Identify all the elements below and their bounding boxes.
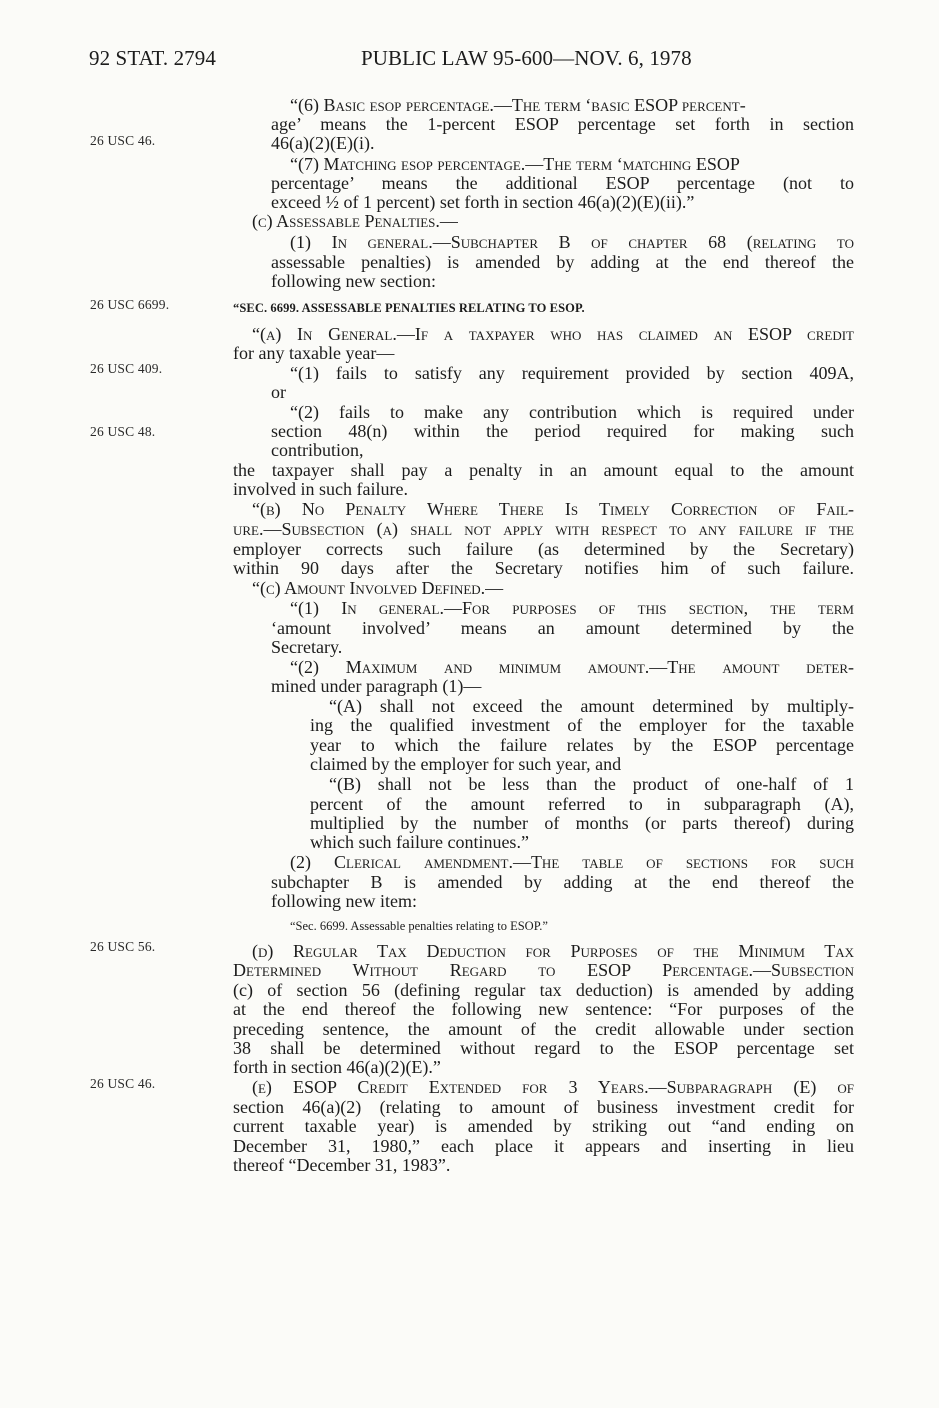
text-line: contribution, (271, 440, 364, 460)
text-line: exceed ½ of 1 percent) set forth in section 46(a)(2)(E)(ii).” (271, 192, 695, 212)
text-line: “(7) Matching esop percentage.—The term ‘matching ESOP (290, 154, 740, 174)
text-line: involved in such failure. (233, 479, 408, 499)
table-of-sections-item: “Sec. 6699. Assessable penalties relating to ESOP.” (290, 919, 548, 933)
text-line: subchapter B is amended by adding at the end thereof the (271, 872, 854, 892)
running-header-title: PUBLIC LAW 95-600—NOV. 6, 1978 (361, 46, 692, 70)
text-line: “(6) Basic esop percentage.—The term ‘basic ESOP percent- (290, 95, 746, 115)
text-line: for any taxable year— (233, 343, 395, 363)
text-line: age’ means the 1-percent ESOP percentage set forth in section (271, 114, 854, 134)
text-line: year to which the failure relates by the ESOP percentage (310, 735, 854, 755)
text-line: multiplied by the number of months (or parts thereof) during (310, 813, 854, 833)
text-line: percent of the amount referred to in subparagraph (A), (310, 794, 854, 814)
text-line: “(1) fails to satisfy any requirement provided by section 409A, (290, 363, 854, 383)
margin-note: 26 USC 409. (90, 361, 163, 376)
text-line: “(A) shall not exceed the amount determined by multiply- (329, 696, 854, 716)
text-line: following new item: (271, 891, 417, 911)
margin-note: 26 USC 56. (90, 939, 156, 954)
section-heading: (c) Assessable Penalties.— (252, 211, 458, 231)
text-line: (1) In general.—Subchapter B of chapter 68 (relating to (290, 232, 854, 252)
text-line: following new section: (271, 271, 436, 291)
text-line: ing the qualified investment of the employer for the taxable (310, 715, 854, 735)
text-line: Secretary. (271, 637, 343, 657)
text-line: preceding sentence, the amount of the credit allowable under section (233, 1019, 854, 1039)
text-line: mined under paragraph (1)— (271, 676, 482, 696)
text-line: “(1) In general.—For purposes of this section, the term (290, 598, 854, 618)
text-line: claimed by the employer for such year, and (310, 754, 622, 774)
text-line: within 90 days after the Secretary notifies him of such failure. (233, 558, 854, 578)
text-line: section 46(a)(2) (relating to amount of business investment credit for (233, 1097, 854, 1117)
text-line: or (271, 382, 286, 402)
text-line: employer corrects such failure (as determined by the Secretary) (233, 539, 854, 559)
text-line: at the end thereof the following new sentence: “For purposes of the (233, 999, 854, 1019)
text-line: ‘amount involved’ means an amount determined by the (271, 618, 854, 638)
text-line: “(B) shall not be less than the product of one-half of 1 (329, 774, 854, 794)
margin-note: 26 USC 48. (90, 424, 156, 439)
section-title: “SEC. 6699. ASSESSABLE PENALTIES RELATING TO ESOP. (233, 301, 585, 315)
text-line: 38 shall be determined without regard to the ESOP percentage set (233, 1038, 854, 1058)
text-line: assessable penalties) is amended by adding at the end thereof the (271, 252, 854, 272)
text-line: Determined Without Regard to ESOP Percentage.—Subsection (233, 960, 854, 980)
stat-page-number: 92 STAT. 2794 (89, 46, 216, 70)
text-line: 46(a)(2)(E)(i). (271, 133, 375, 153)
margin-note: 26 USC 46. (90, 1076, 156, 1091)
margin-note: 26 USC 46. (90, 133, 156, 148)
text-line: current taxable year) is amended by striking out “and ending on (233, 1116, 854, 1136)
text-line: forth in section 46(a)(2)(E).” (233, 1057, 441, 1077)
text-line: ure.—Subsection (a) shall not apply with respect to any failure if the (233, 519, 854, 539)
text-line: (c) of section 56 (defining regular tax deduction) is amended by adding (233, 980, 854, 1000)
text-line: December 31, 1980,” each place it appears and inserting in lieu (233, 1136, 854, 1156)
text-line: (e) ESOP Credit Extended for 3 Years.—Subparagraph (E) of (252, 1077, 854, 1097)
text-line: the taxpayer shall pay a penalty in an amount equal to the amount (233, 460, 854, 480)
section-heading: “(c) Amount Involved Defined.— (252, 578, 504, 598)
text-line: “(2) Maximum and minimum amount.—The amount deter- (290, 657, 854, 677)
text-line: thereof “December 31, 1983”. (233, 1155, 451, 1175)
text-line: (2) Clerical amendment.—The table of sections for such (290, 852, 854, 872)
text-line: which such failure continues.” (310, 832, 529, 852)
text-line: “(a) In General.—If a taxpayer who has claimed an ESOP credit (252, 324, 854, 344)
text-line: section 48(n) within the period required for making such (271, 421, 854, 441)
text-line: (d) Regular Tax Deduction for Purposes of the Minimum Tax (252, 941, 854, 961)
text-line: percentage’ means the additional ESOP percentage (not to (271, 173, 854, 193)
text-line: “(b) No Penalty Where There Is Timely Correction of Fail- (252, 499, 854, 519)
text-line: “(2) fails to make any contribution which is required under (290, 402, 854, 422)
margin-note: 26 USC 6699. (90, 297, 170, 312)
